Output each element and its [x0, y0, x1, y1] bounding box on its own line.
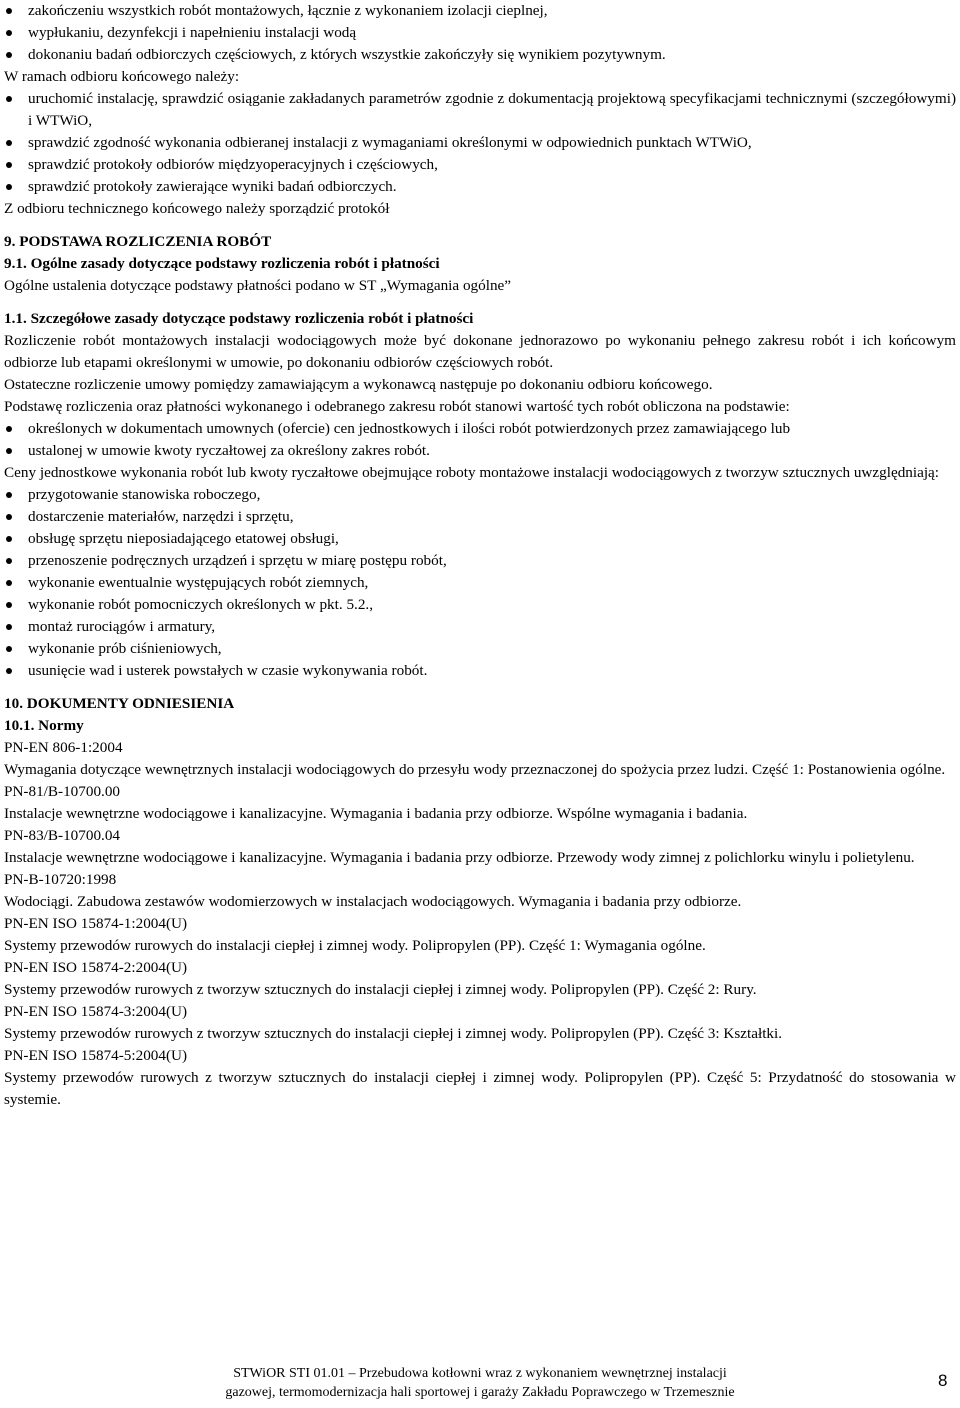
list-item: dokonaniu badań odbiorczych częściowych, z których wszystkie zakończyły się wynikiem pozytywnym.	[4, 44, 956, 66]
norm-description: Instalacje wewnętrzne wodociągowe i kanalizacyjne. Wymagania i badania przy odbiorze. Wspólne wymagania i badania.	[4, 805, 748, 822]
list-item: montaż rurociągów i armatury,	[4, 616, 956, 638]
list-item: zakończeniu wszystkich robót montażowych, łącznie z wykonaniem izolacji cieplnej,	[4, 0, 956, 22]
section-9-1-heading: 9.1. Ogólne zasady dotyczące podstawy rozliczenia robót i płatności	[4, 255, 440, 272]
norm-description: Wodociągi. Zabudowa zestawów wodomierzowych w instalacjach wodociągowych. Wymagania i badania przy odbiorze.	[4, 893, 742, 910]
footer-line: STWiOR STI 01.01 – Przebudowa kotłowni wraz z wykonaniem wewnętrznej instalacji	[233, 1366, 727, 1381]
list-item: obsługę sprzętu nieposiadającego etatowej obsługi,	[4, 528, 956, 550]
section-9-1-text: Ogólne ustalenia dotyczące podstawy płatności podano w ST „Wymagania ogólne”	[4, 277, 512, 294]
norm-code: PN-EN ISO 15874-3:2004(U)	[4, 1003, 188, 1020]
list-item: wykonanie prób ciśnieniowych,	[4, 638, 956, 660]
section-10-1-heading: 10.1. Normy	[4, 717, 84, 734]
list-item: uruchomić instalację, sprawdzić osiąganie zakładanych parametrów zgodnie z dokumentacją projektową specyfikacjami technicznymi (szczegółowymi) i WTWiO,	[4, 88, 956, 132]
norm-description: Wymagania dotyczące wewnętrznych instalacji wodociągowych do przesyłu wody przeznaczonej do spożycia przez ludzi. Część 1: Postanowienia ogólne.	[4, 761, 946, 778]
section-9-heading: 9. PODSTAWA ROZLICZENIA ROBÓT	[4, 233, 272, 250]
list-item: ustalonej w umowie kwoty ryczałtowej za określony zakres robót.	[4, 440, 956, 462]
page-number: 8	[938, 1371, 948, 1390]
norm-description: Systemy przewodów rurowych z tworzyw sztucznych do instalacji ciepłej i zimnej wody. Polipropylen (PP). Część 2: Rury.	[4, 981, 757, 998]
list-item: sprawdzić protokoły odbiorów międzyoperacyjnych i częściowych,	[4, 154, 956, 176]
paragraph: Ostateczne rozliczenie umowy pomiędzy zamawiającym a wykonawcą następuje po dokonaniu odbioru końcowego.	[4, 376, 713, 393]
document-body	[4, 0, 956, 1111]
norm-code: PN-83/B-10700.04	[4, 827, 121, 844]
footer-line: gazowej, termomodernizacja hali sportowej i garaży Zakładu Poprawczego w Trzemesznie	[225, 1385, 735, 1400]
completion-conditions-list	[4, 0, 956, 66]
section-10-heading: 10. DOKUMENTY ODNIESIENIA	[4, 695, 235, 712]
final-acceptance-duties-list	[4, 88, 956, 198]
norm-description: Systemy przewodów rurowych do instalacji ciepłej i zimnej wody. Polipropylen (PP). Część 1: Wymagania ogólne.	[4, 937, 706, 954]
norm-description: Systemy przewodów rurowych z tworzyw sztucznych do instalacji ciepłej i zimnej wody. Polipropylen (PP). Część 3: Kształtki.	[4, 1025, 783, 1042]
norm-description: Instalacje wewnętrzne wodociągowe i kanalizacyjne. Wymagania i badania przy odbiorze. Przewody wody zimnej z polichlorku winylu i polietylenu.	[4, 849, 915, 866]
list-item: określonych w dokumentach umownych (ofercie) cen jednostkowych i ilości robót potwierdzonych przez zamawiającego lub	[4, 418, 956, 440]
list-item: sprawdzić protokoły zawierające wyniki badań odbiorczych.	[4, 176, 956, 198]
list-item: dostarczenie materiałów, narzędzi i sprzętu,	[4, 506, 956, 528]
section-1-1-heading: 1.1. Szczegółowe zasady dotyczące podstawy rozliczenia robót i płatności	[4, 310, 474, 327]
final-acceptance-intro: W ramach odbioru końcowego należy:	[4, 68, 240, 85]
list-item: przygotowanie stanowiska roboczego,	[4, 484, 956, 506]
settlement-basis-list	[4, 418, 956, 462]
list-item: wykonanie ewentualnie występujących robót ziemnych,	[4, 572, 956, 594]
norm-code: PN-EN ISO 15874-1:2004(U)	[4, 915, 188, 932]
norm-code: PN-EN ISO 15874-5:2004(U)	[4, 1047, 188, 1064]
list-item: przenoszenie podręcznych urządzeń i sprzętu w miarę postępu robót,	[4, 550, 956, 572]
price-includes-list	[4, 484, 956, 682]
norm-code: PN-EN 806-1:2004	[4, 739, 123, 756]
paragraph: Ceny jednostkowe wykonania robót lub kwoty ryczałtowe obejmujące roboty montażowe instalacji wodociągowych z tworzyw sztucznych uwzględniają:	[4, 464, 940, 481]
list-item: sprawdzić zgodność wykonania odbieranej instalacji z wymaganiami określonymi w odpowiednich punktach WTWiO,	[4, 132, 956, 154]
paragraph: Podstawę rozliczenia oraz płatności wykonanego i odebranego zakresu robót stanowi wartość tych robót obliczona na podstawie:	[4, 398, 790, 415]
list-item: usunięcie wad i usterek powstałych w czasie wykonywania robót.	[4, 660, 956, 682]
list-item: wykonanie robót pomocniczych określonych w pkt. 5.2.,	[4, 594, 956, 616]
norm-code: PN-B-10720:1998	[4, 871, 117, 888]
norm-code: PN-EN ISO 15874-2:2004(U)	[4, 959, 188, 976]
norm-code: PN-81/B-10700.00	[4, 783, 121, 800]
norm-description: Systemy przewodów rurowych z tworzyw sztucznych do instalacji ciepłej i zimnej wody. Polipropylen (PP). Część 5: Przydatność do stosowania w systemie.	[4, 1069, 956, 1108]
page-footer	[0, 1364, 960, 1402]
list-item: wypłukaniu, dezynfekcji i napełnieniu instalacji wodą	[4, 22, 956, 44]
paragraph: Rozliczenie robót montażowych instalacji wodociągowych może być dokonane jednorazowo po wykonaniu pełnego zakresu robót i ich końcowym odbiorze lub etapami określonymi w umowie, po dokonaniu odbiorów częściowych robót.	[4, 332, 956, 371]
protocol-note: Z odbioru technicznego końcowego należy sporządzić protokół	[4, 200, 390, 217]
